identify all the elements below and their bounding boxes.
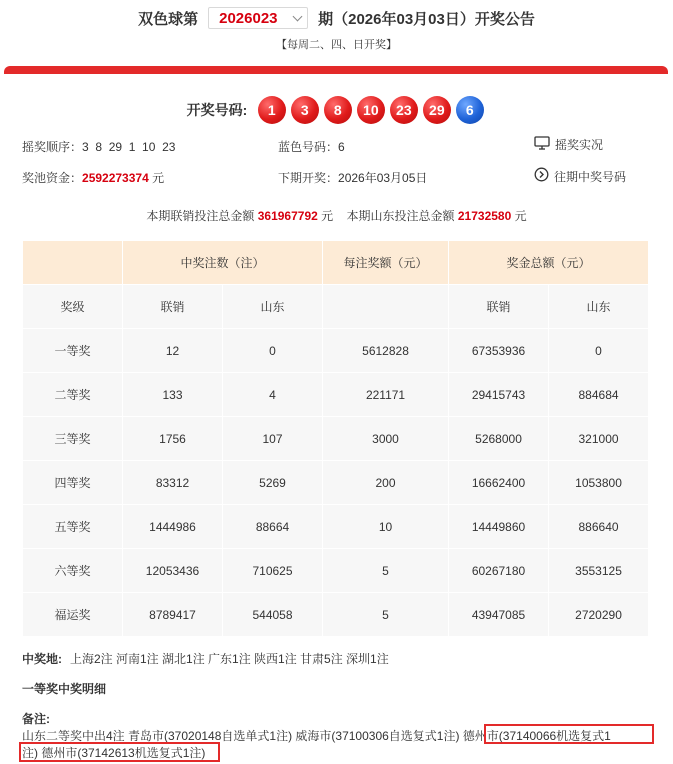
notes-highlight: 注) 德州市(37142613机选复式1注): [22, 746, 206, 760]
notes-text: 山东二等奖中出4注 青岛市(37020148自选单式1注) 威海市(37100306自选复式1注): [22, 729, 463, 743]
bets-joint: 8789417: [123, 593, 223, 637]
bets-sd: 5269: [223, 461, 323, 505]
total-sd: 321000: [549, 417, 649, 461]
prize-level: 福运奖: [23, 593, 123, 637]
bets-sd: 107: [223, 417, 323, 461]
page-title: [0, 6, 673, 30]
title-suffix: 期（2026年03月03日）开奖公告: [318, 10, 535, 28]
table-row: [23, 593, 649, 637]
bets-joint: 12053436: [123, 549, 223, 593]
panel-top-bar: [4, 66, 668, 74]
bets-sd: 88664: [223, 505, 323, 549]
sales-summary: [0, 207, 673, 224]
prize-level: 五等奖: [23, 505, 123, 549]
draw-order-value: 3 8 29 1 10 23: [82, 140, 176, 154]
per-bet: 5: [323, 593, 449, 637]
joint-sales-label: 本期联销投注总金额: [146, 209, 255, 223]
blue-number: [278, 138, 345, 155]
issue-select[interactable]: [208, 7, 308, 29]
highlight-box: [484, 724, 654, 744]
total-joint: 16662400: [449, 461, 549, 505]
total-joint: 14449860: [449, 505, 549, 549]
jackpot-pool-value: 2592273374: [82, 171, 149, 185]
draw-schedule: 【每周二、四、日开奖】: [276, 39, 397, 51]
header: [0, 0, 673, 62]
per-bet: 5: [323, 549, 449, 593]
blue-ball: 6: [456, 96, 484, 124]
winning-locations-text: 上海2注 河南1注 湖北1注 广东1注 陕西1注 甘肃5注 深圳1注: [70, 652, 389, 666]
sd-sales-value: 21732580: [457, 209, 512, 223]
table-row: [23, 505, 649, 549]
red-ball: 29: [423, 96, 451, 124]
bets-joint: 1756: [123, 417, 223, 461]
sd-sales-unit: 元: [514, 209, 527, 223]
history-numbers-link[interactable]: [534, 167, 626, 185]
bets-sd: 0: [223, 329, 323, 373]
table-row: [23, 549, 649, 593]
header-cell: [23, 241, 123, 285]
bets-sd: 544058: [223, 593, 323, 637]
sd-sales-label: 本期山东投注总金额: [346, 209, 455, 223]
header-total-joint: 联销: [449, 285, 549, 329]
total-sd: 3553125: [549, 549, 649, 593]
title-prefix: 双色球第: [138, 10, 199, 28]
total-joint: 67353936: [449, 329, 549, 373]
header-level: 奖级: [23, 285, 123, 329]
prize-table: [22, 240, 649, 637]
header-bets: 中奖注数（注）: [123, 241, 323, 285]
red-ball: 1: [258, 96, 286, 124]
issue-number: 2026023: [219, 9, 278, 27]
winning-locations-label: 中奖地:: [22, 652, 62, 666]
table-header-row: [23, 241, 649, 285]
history-numbers-label: 往期中奖号码: [554, 169, 627, 184]
header-cell: [323, 285, 449, 329]
live-video-link[interactable]: [534, 136, 603, 153]
highlight-box: [19, 742, 220, 762]
next-draw-label: 下期开奖：: [278, 171, 339, 185]
blue-number-value: 6: [338, 140, 345, 154]
total-sd: 884684: [549, 373, 649, 417]
joint-sales-unit: 元: [321, 209, 334, 223]
winning-numbers-label: 开奖号码:: [186, 102, 248, 118]
header-total: 奖金总额（元）: [449, 241, 649, 285]
bets-joint: 83312: [123, 461, 223, 505]
winning-numbers: [0, 96, 673, 124]
header-joint: 联销: [123, 285, 223, 329]
blue-number-label: 蓝色号码：: [278, 140, 339, 154]
header-total-sd: 山东: [549, 285, 649, 329]
next-draw: [278, 169, 427, 186]
total-sd: 1053800: [549, 461, 649, 505]
bets-joint: 1444986: [123, 505, 223, 549]
table-row: [23, 329, 649, 373]
jackpot-pool-label: 奖池资金：: [22, 171, 83, 185]
total-joint: 29415743: [449, 373, 549, 417]
first-prize-detail-title: 一等奖中奖明细: [22, 682, 107, 696]
joint-sales-value: 361967792: [257, 209, 318, 223]
bets-joint: 12: [123, 329, 223, 373]
prize-level: 四等奖: [23, 461, 123, 505]
table-subheader-row: [23, 285, 649, 329]
total-sd: 0: [549, 329, 649, 373]
red-ball: 3: [291, 96, 319, 124]
per-bet: 5612828: [323, 329, 449, 373]
red-ball: 23: [390, 96, 418, 124]
monitor-icon: [534, 136, 550, 153]
prize-level: 二等奖: [23, 373, 123, 417]
per-bet: 10: [323, 505, 449, 549]
per-bet: 3000: [323, 417, 449, 461]
prize-level: 一等奖: [23, 329, 123, 373]
notes-highlight: 德州市(37140066机选复式1: [462, 729, 611, 743]
chevron-down-icon: [293, 11, 303, 21]
winning-locations: [22, 650, 389, 667]
total-sd: 2720290: [549, 593, 649, 637]
total-joint: 60267180: [449, 549, 549, 593]
bets-sd: 710625: [223, 549, 323, 593]
table-row: [23, 461, 649, 505]
jackpot-pool-unit: 元: [152, 171, 165, 185]
red-ball: 8: [324, 96, 352, 124]
total-sd: 886640: [549, 505, 649, 549]
live-video-label: 摇奖实况: [555, 138, 604, 152]
header-sd: 山东: [223, 285, 323, 329]
header-per-bet: 每注奖额（元）: [323, 241, 449, 285]
next-draw-value: 2026年03月05日: [338, 171, 428, 185]
bets-joint: 133: [123, 373, 223, 417]
bets-sd: 4: [223, 373, 323, 417]
prize-level: 三等奖: [23, 417, 123, 461]
total-joint: 43947085: [449, 593, 549, 637]
per-bet: 221171: [323, 373, 449, 417]
table-row: [23, 373, 649, 417]
notes-label: 备注:: [22, 712, 50, 726]
red-ball: 10: [357, 96, 385, 124]
table-row: [23, 417, 649, 461]
draw-order-label: 摇奖顺序：: [22, 140, 83, 154]
per-bet: 200: [323, 461, 449, 505]
jackpot-pool: [22, 169, 164, 186]
total-joint: 5268000: [449, 417, 549, 461]
prize-level: 六等奖: [23, 549, 123, 593]
arrow-circle-icon: [534, 167, 549, 185]
draw-order: [22, 138, 175, 155]
